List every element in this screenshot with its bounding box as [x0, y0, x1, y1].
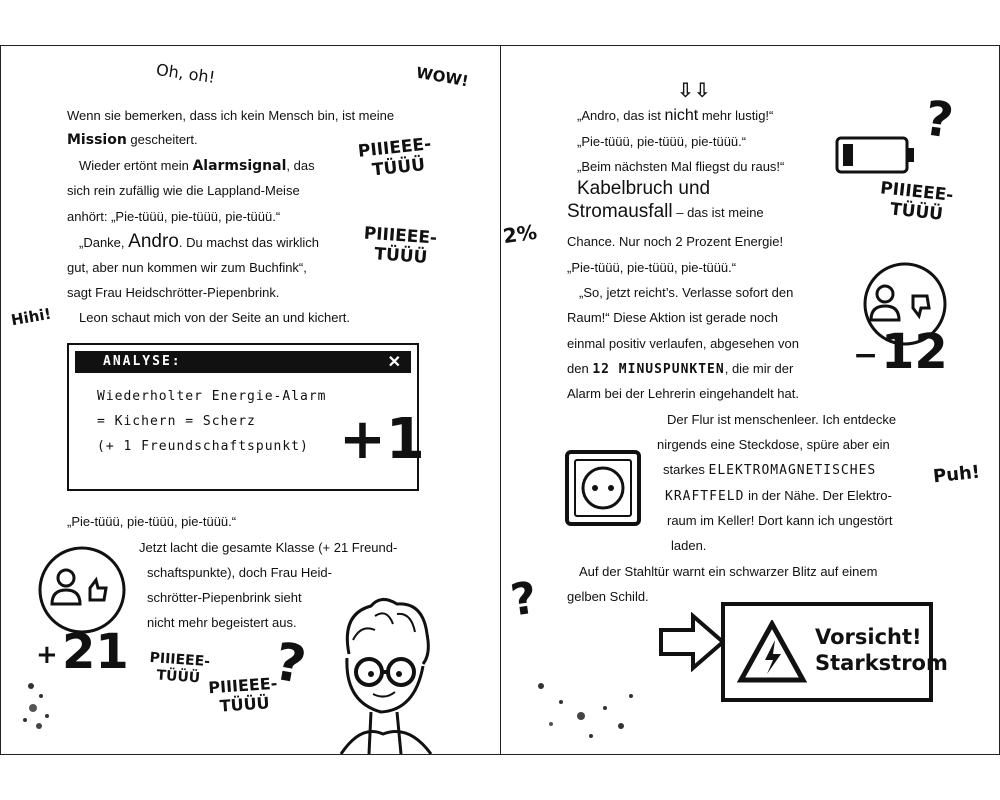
text-run: , die mir der: [724, 361, 794, 376]
text-line: raum im Keller! Dort kann ich ungestört: [667, 513, 893, 528]
sfx-puh: Puh!: [932, 461, 981, 488]
sfx-line: TÜÜÜ: [371, 155, 426, 181]
text-run: mehr lustig!“: [698, 108, 774, 123]
sfx-line: TÜÜÜ: [373, 244, 428, 268]
question-mark-bottom: ?: [507, 572, 540, 627]
text-run: . Du machst das wirklich: [178, 235, 319, 250]
sfx-line: PIIIEEE-: [363, 223, 438, 249]
text-run: Wieder ertönt mein: [79, 158, 193, 173]
bold-word-alarmsignal: Alarmsignal: [192, 158, 287, 174]
text-line: [79, 158, 315, 174]
bold-word-mission: Mission: [67, 132, 127, 148]
leon-character-illustration: [331, 594, 441, 754]
sfx-line: TÜÜÜ: [219, 693, 271, 716]
badge-minus-value: 12: [881, 324, 948, 380]
text-run: „Andro, das ist: [577, 108, 665, 123]
question-mark: ?: [270, 631, 311, 697]
text-line: gelben Schild.: [567, 589, 649, 604]
text-line: Jetzt lacht die gesamte Klasse (+ 21 Freund-: [139, 540, 398, 555]
text-line: schaftspunkte), doch Frau Heid-: [147, 565, 332, 580]
analyse-header: [75, 351, 411, 373]
badge-plus-sign: +: [36, 640, 58, 670]
text-line: Kabelbruch und: [577, 178, 711, 199]
text-line: Leon schaut mich von der Seite an und kichert.: [79, 310, 350, 325]
power-socket-icon: [561, 448, 645, 528]
plus-one-badge: +1: [339, 407, 425, 472]
text-run: gescheitert.: [126, 132, 198, 147]
text-line: Chance. Nur noch 2 Prozent Energie!: [567, 234, 784, 249]
sign-line: Vorsicht!: [815, 625, 922, 649]
sfx-pieee-right: [877, 178, 954, 225]
big-word-andro: Andro: [128, 231, 179, 252]
text-run: den: [567, 361, 593, 376]
text-line: „Pie-tüüü, pie-tüüü, pie-tüüü.“: [567, 260, 737, 275]
text-line: nirgends eine Steckdose, spüre aber ein: [657, 437, 890, 452]
analyse-line: (+ 1 Freundschaftspunkt): [97, 439, 309, 454]
sfx-pieee-4: [208, 674, 279, 717]
text-line: „Beim nächsten Mal fliegst du raus!“: [577, 159, 785, 174]
text-line: [567, 361, 793, 378]
question-mark-top: ?: [921, 90, 957, 150]
sfx-pieee-3: [148, 650, 211, 688]
text-line: Raum!“ Diese Aktion ist gerade noch: [567, 310, 778, 325]
sfx-line: TÜÜÜ: [155, 667, 201, 687]
text-line: sagt Frau Heidschrötter-Piepenbrink.: [67, 285, 280, 300]
left-page: [0, 46, 500, 754]
sfx-line: TÜÜÜ: [889, 199, 944, 225]
badge-minus-sign: −: [853, 338, 879, 373]
text-run: starkes: [663, 462, 709, 477]
text-line: [567, 201, 764, 222]
text-line: „Pie-tüüü, pie-tüüü, pie-tüüü.“: [577, 134, 747, 149]
text-line: laden.: [671, 538, 707, 553]
sfx-wow: WOW!: [414, 63, 470, 91]
text-line: [663, 462, 876, 479]
text-line: einmal positiv verlaufen, abgesehen von: [567, 336, 799, 351]
badge-value: 21: [62, 624, 129, 680]
sfx-pieee-2: [362, 223, 438, 268]
high-voltage-icon: [737, 620, 807, 684]
down-arrows-icon: ⇩⇩: [677, 78, 711, 102]
warning-sign: [721, 602, 948, 702]
bold-word-minuspunkten: 12 MINUSPUNKTEN: [592, 362, 725, 377]
big-word-nicht: nicht: [664, 107, 699, 124]
text-line: „Pie-tüüü, pie-tüüü, pie-tüüü.“: [67, 514, 237, 529]
mono-word-kraftfeld: KRAFTFELD: [665, 489, 745, 504]
sfx-line: PIIIEEE-: [207, 673, 278, 698]
analyse-line: Wiederholter Energie-Alarm: [97, 389, 327, 404]
text-line: Auf der Stahltür warnt ein schwarzer Blitz auf einem: [579, 564, 878, 579]
text-line: nicht mehr begeistert aus.: [147, 615, 297, 630]
warning-sign-text: [815, 624, 948, 676]
ink-splatter: [521, 646, 651, 746]
text-line: [79, 231, 319, 252]
sfx-pieee-1: [357, 134, 434, 181]
analyse-line: = Kichern = Scherz: [97, 414, 256, 429]
text-run: in der Nähe. Der Elektro-: [744, 488, 892, 503]
mono-word-elektromagnetisches: ELEKTROMAGNETISCHES: [708, 463, 877, 478]
analyse-panel: [67, 343, 425, 491]
book-spread: [0, 45, 1000, 755]
text-run: , das: [286, 158, 315, 173]
text-run: „Danke,: [79, 235, 129, 250]
arrow-right-icon: [657, 612, 727, 672]
close-icon: ✕: [387, 354, 401, 371]
minus-points-badge: [851, 258, 971, 398]
text-line: [577, 108, 773, 124]
sign-line: Starkstrom: [815, 651, 948, 675]
text-line: gut, aber nun kommen wir zum Buchfink“,: [67, 260, 307, 275]
text-run: – das ist meine: [672, 205, 764, 220]
text-line: Wenn sie bemerken, dass ich kein Mensch bin, ist meine: [67, 108, 395, 123]
text-line: „So, jetzt reicht’s. Verlasse sofort den: [579, 285, 794, 300]
text-line: Der Flur ist menschenleer. Ich entdecke: [667, 412, 897, 427]
right-page: [501, 46, 1000, 754]
text-line: schrötter-Piepenbrink sieht: [147, 590, 302, 605]
sfx-line: PIIIEEE-: [879, 178, 955, 206]
sfx-line: PIIIEEE-: [149, 649, 211, 671]
text-line: sich rein zufällig wie die Lappland-Meise: [67, 183, 300, 198]
text-line: Alarm bei der Lehrerin eingehandelt hat.: [567, 386, 799, 401]
text-line: [665, 488, 892, 505]
big-word-stromausfall: Stromausfall: [567, 201, 673, 222]
ink-splatter: [11, 656, 71, 746]
analyse-title: ANALYSE:: [103, 354, 182, 369]
sfx-2-percent: 2%: [501, 219, 539, 249]
text-line: [67, 132, 198, 148]
sfx-oh-oh: Oh, oh!: [154, 59, 217, 88]
text-line: anhört: „Pie-tüüü, pie-tüüü, pie-tüüü.“: [67, 209, 281, 224]
low-battery-icon: [833, 132, 917, 178]
sfx-line: PIIIEEE-: [357, 134, 433, 162]
sfx-hihi: Hihi!: [9, 304, 53, 330]
